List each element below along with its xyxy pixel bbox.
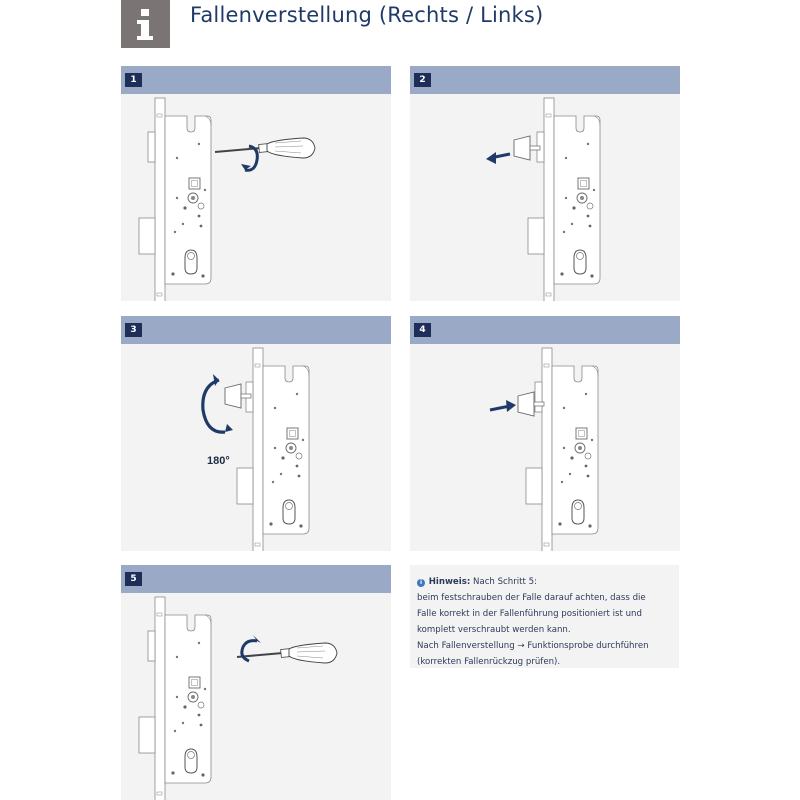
rotation-label: 180° [207,455,230,467]
note-line-6: (korrekten Fallenrückzug prüfen). [417,657,561,667]
step-number: 1 [125,73,142,87]
info-small-icon: i [417,579,425,587]
screwdriver-loosen-icon [121,94,391,301]
panel-header [121,316,391,344]
note-line-5: Nach Fallenverstellung → Funktionsprobe durchführen [417,641,649,651]
note-line-3: Falle korrekt in der Fallenführung positioniert ist und [417,609,642,619]
step-number: 5 [125,572,142,586]
note-box [410,565,679,668]
step-number: 4 [414,323,431,337]
note-line-2: beim festschrauben der Falle darauf achten, dass die [417,593,646,603]
page-title: Fallenverstellung (Rechts / Links) [190,3,544,27]
step-panel-4 [410,316,680,551]
info-badge [121,0,170,48]
panel-header [410,66,680,94]
panel-header [121,66,391,94]
info-icon [121,0,170,48]
step-number: 2 [414,73,431,87]
screwdriver-tighten-icon [121,593,391,800]
note-label: Hinweis: [428,577,471,587]
rotate-latch-icon [121,344,391,551]
step-panel-3 [121,316,391,551]
step-panel-5 [121,565,391,800]
step-number: 3 [125,323,142,337]
note-text: Nach Schritt 5: [473,577,537,587]
push-latch-in-icon [410,344,680,551]
note-line-1 [417,574,672,590]
panel-header [121,565,391,593]
pull-latch-out-icon [410,94,680,301]
note-line-4: komplett verschraubt werden kann. [417,625,571,635]
panel-header [410,316,680,344]
step-panel-1 [121,66,391,301]
step-panel-2 [410,66,680,301]
